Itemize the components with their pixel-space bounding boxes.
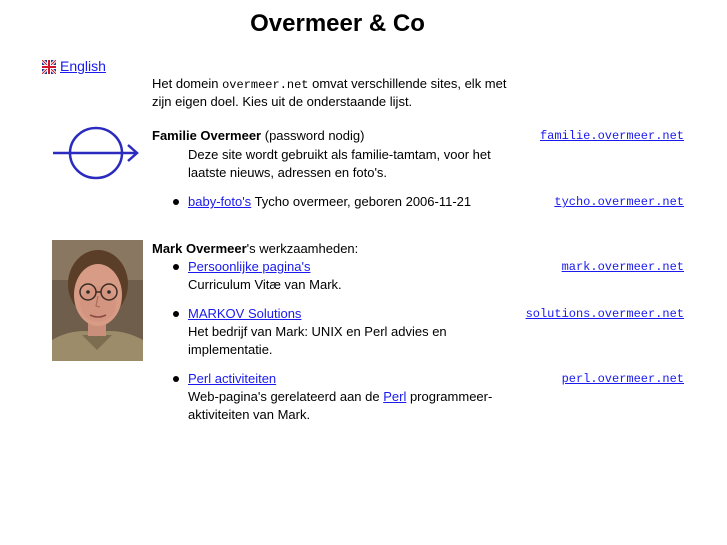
familie-desc-line2: laatste nieuws, adressen en foto's. — [188, 165, 388, 180]
familie-heading-title: Familie Overmeer — [152, 128, 262, 143]
familie-heading — [152, 127, 364, 145]
language-english-link[interactable]: English — [60, 58, 106, 74]
familie-desc-line1: Deze site wordt gebruikt als familie-tamtam, voor het — [188, 147, 491, 162]
mark-url-link[interactable]: mark.overmeer.net — [561, 260, 684, 274]
intro-domain: overmeer.net — [222, 78, 309, 92]
intro-text-before: Het domein — [152, 76, 223, 91]
intro-text — [152, 75, 532, 94]
baby-foto-link[interactable]: baby-foto's — [188, 194, 252, 209]
intro-line2: zijn eigen doel. Kies uit de onderstaande lijst. — [152, 94, 413, 109]
mark-item-desc — [188, 388, 492, 406]
mark-heading-suffix: 's werkzaamheden: — [246, 241, 359, 256]
perl-activiteiten-link[interactable]: Perl activiteiten — [188, 371, 277, 386]
mark-heading-title: Mark Overmeer — [152, 241, 247, 256]
mark-item-desc: Het bedrijf van Mark: UNIX en Perl advies en — [188, 324, 447, 339]
baby-item — [188, 193, 471, 211]
mark-item-desc-line2: aktiviteiten van Mark. — [188, 407, 311, 422]
perl-desc-after: programmeer- — [406, 389, 493, 404]
perl-desc-before: Web-pagina's gerelateerd aan de — [188, 389, 384, 404]
perl-inline-link[interactable]: Perl — [383, 389, 407, 404]
list-bullet — [173, 199, 179, 205]
list-bullet — [173, 264, 179, 270]
mark-photo — [52, 240, 143, 361]
list-bullet — [173, 311, 179, 317]
intro-text-after: omvat verschillende sites, elk met — [308, 76, 507, 91]
language-switch[interactable] — [42, 56, 106, 76]
perl-url-link[interactable]: perl.overmeer.net — [561, 372, 684, 386]
persoonlijke-paginas-link[interactable]: Persoonlijke pagina's — [188, 259, 311, 274]
familie-url-link[interactable]: familie.overmeer.net — [539, 129, 684, 143]
page-title: Overmeer & Co — [250, 10, 425, 37]
mark-item-desc-line2: implementatie. — [188, 342, 273, 357]
list-bullet — [173, 376, 179, 382]
tycho-url-link[interactable]: tycho.overmeer.net — [554, 195, 684, 209]
solutions-url-link[interactable]: solutions.overmeer.net — [525, 307, 684, 321]
mark-item-desc: Curriculum Vitæ van Mark. — [188, 277, 342, 292]
markov-solutions-link[interactable]: MARKOV Solutions — [188, 306, 302, 321]
uk-flag-icon — [42, 59, 56, 73]
mark-heading — [152, 240, 358, 258]
familie-heading-note: (password nodig) — [261, 128, 365, 143]
baby-item-text: Tycho overmeer, geboren 2006-11-21 — [251, 194, 472, 209]
overmeer-logo-icon — [50, 124, 142, 187]
